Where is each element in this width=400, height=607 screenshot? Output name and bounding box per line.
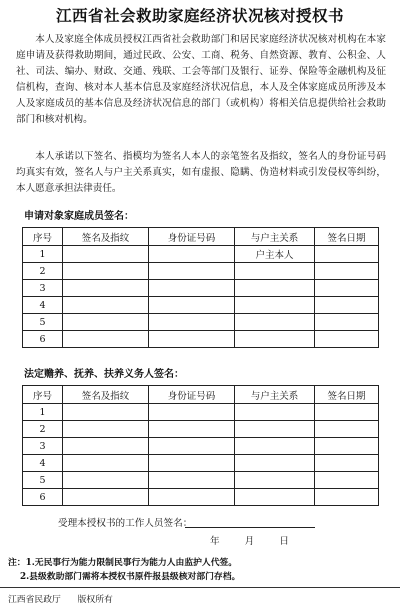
table-row: [23, 331, 379, 348]
signature-cell[interactable]: [63, 489, 149, 506]
sign-date-cell[interactable]: [315, 314, 379, 331]
signature-cell[interactable]: [63, 280, 149, 297]
header-serial: 序号: [23, 386, 63, 404]
relation-cell[interactable]: [235, 421, 315, 438]
row-serial: 1: [23, 246, 63, 263]
id-number-cell[interactable]: [149, 314, 235, 331]
table-row: [23, 455, 379, 472]
authorization-paragraph: 本人及家庭全体成员授权江西省社会救助部门和居民家庭经济状况核对机构在本家庭申请及获得救助期间，通过民政、公安、工商、税务、自然资源、教育、公积金、人社、司法、编办、财政、交通、残联、工会等部门及银行、证券、保险等金融机构及征信机构，查询、核对本人基本信息及家庭经济状况信息，本人及全体家庭成员所涉及本人及家庭成员的基本信息及经济状况信息的部门（或机构）将相关信息提供给社会救助部门和核对机构。: [16, 34, 386, 125]
relation-cell[interactable]: [235, 489, 315, 506]
worker-signature-label: 受理本授权书的工作人员签名：: [58, 518, 193, 529]
relation-cell[interactable]: [235, 455, 315, 472]
relation-cell[interactable]: [235, 280, 315, 297]
header-id-number: 身份证号码: [149, 386, 235, 404]
worker-signature-line[interactable]: [185, 527, 315, 528]
date-month: 月: [244, 536, 255, 547]
table-row: [23, 404, 379, 421]
obligors-signature-table: [22, 385, 379, 506]
footer: [8, 592, 127, 605]
table-row: [23, 297, 379, 314]
signature-cell[interactable]: [63, 472, 149, 489]
footer-rights: 版权所有: [77, 595, 113, 605]
signature-cell[interactable]: [63, 297, 149, 314]
signature-cell[interactable]: [63, 455, 149, 472]
sign-date-cell[interactable]: [315, 472, 379, 489]
table-row: [23, 438, 379, 455]
table-row: [23, 421, 379, 438]
relation-cell[interactable]: [235, 297, 315, 314]
id-number-cell[interactable]: [149, 263, 235, 280]
relation-cell[interactable]: [235, 331, 315, 348]
id-number-cell[interactable]: [149, 280, 235, 297]
header-relation: 与户主关系: [235, 386, 315, 404]
commitment-paragraph: 本人承诺以下签名、指模均为签名人本人的亲笔签名及指纹，签名人的身份证号码均真实有效，签名人与户主关系真实，如有虚报、隐瞒、伪造材料或引发侵权等纠纷，本人愿意承担法律责任。: [16, 151, 386, 194]
sign-date-cell[interactable]: [315, 331, 379, 348]
table-row: [23, 280, 379, 297]
notes: [8, 556, 240, 584]
row-serial: 6: [23, 489, 63, 506]
row-serial: 2: [23, 421, 63, 438]
sign-date-cell[interactable]: [315, 280, 379, 297]
signature-cell[interactable]: [63, 331, 149, 348]
id-number-cell[interactable]: [149, 455, 235, 472]
table-row: [23, 263, 379, 280]
id-number-cell[interactable]: [149, 472, 235, 489]
signature-cell[interactable]: [63, 314, 149, 331]
row-serial: 3: [23, 438, 63, 455]
header-signature: 签名及指纹: [63, 228, 149, 246]
family-members-section-label: 申请对象家庭成员签名：: [24, 211, 134, 222]
footer-divider: [0, 587, 400, 588]
relation-cell[interactable]: [235, 404, 315, 421]
relation-cell[interactable]: [235, 263, 315, 280]
sign-date-cell[interactable]: [315, 455, 379, 472]
signature-cell[interactable]: [63, 438, 149, 455]
sign-date-cell[interactable]: [315, 421, 379, 438]
id-number-cell[interactable]: [149, 438, 235, 455]
note-2: 2.县级救助部门需将本授权书原件报县级核对部门存档。: [20, 572, 241, 582]
signature-date: [210, 533, 289, 547]
row-serial: 5: [23, 472, 63, 489]
id-number-cell[interactable]: [149, 246, 235, 263]
table-row: [23, 472, 379, 489]
table-row: [23, 314, 379, 331]
row-serial: 4: [23, 297, 63, 314]
relation-cell: 户主本人: [235, 246, 315, 263]
id-number-cell[interactable]: [149, 331, 235, 348]
id-number-cell[interactable]: [149, 404, 235, 421]
header-relation: 与户主关系: [235, 228, 315, 246]
table-header-row: [23, 386, 379, 404]
table-row: [23, 489, 379, 506]
relation-cell[interactable]: [235, 472, 315, 489]
signature-cell[interactable]: [63, 263, 149, 280]
header-id-number: 身份证号码: [149, 228, 235, 246]
footer-org: 江西省民政厅: [8, 595, 61, 605]
header-sign-date: 签名日期: [315, 228, 379, 246]
date-year: 年: [210, 536, 220, 547]
table-header-row: [23, 228, 379, 246]
row-serial: 1: [23, 404, 63, 421]
signature-cell[interactable]: [63, 246, 149, 263]
family-members-signature-table: [22, 227, 379, 348]
row-serial: 2: [23, 263, 63, 280]
row-serial: 3: [23, 280, 63, 297]
header-signature: 签名及指纹: [63, 386, 149, 404]
header-sign-date: 签名日期: [315, 386, 379, 404]
id-number-cell[interactable]: [149, 421, 235, 438]
relation-cell[interactable]: [235, 438, 315, 455]
relation-cell[interactable]: [235, 314, 315, 331]
obligors-section-label: 法定赡养、抚养、扶养义务人签名：: [24, 369, 184, 380]
sign-date-cell[interactable]: [315, 246, 379, 263]
id-number-cell[interactable]: [149, 297, 235, 314]
document-title: 江西省社会救助家庭经济状况核对授权书: [55, 6, 344, 25]
sign-date-cell[interactable]: [315, 297, 379, 314]
sign-date-cell[interactable]: [315, 489, 379, 506]
sign-date-cell[interactable]: [315, 438, 379, 455]
signature-cell[interactable]: [63, 404, 149, 421]
id-number-cell[interactable]: [149, 489, 235, 506]
date-day: 日: [279, 536, 289, 547]
note-1: 注：1.无民事行为能力限制民事行为能力人由监护人代签。: [8, 558, 238, 568]
header-serial: 序号: [23, 228, 63, 246]
sign-date-cell[interactable]: [315, 263, 379, 280]
row-serial: 4: [23, 455, 63, 472]
sign-date-cell[interactable]: [315, 404, 379, 421]
row-serial: 5: [23, 314, 63, 331]
table-row: [23, 246, 379, 263]
row-serial: 6: [23, 331, 63, 348]
signature-cell[interactable]: [63, 421, 149, 438]
